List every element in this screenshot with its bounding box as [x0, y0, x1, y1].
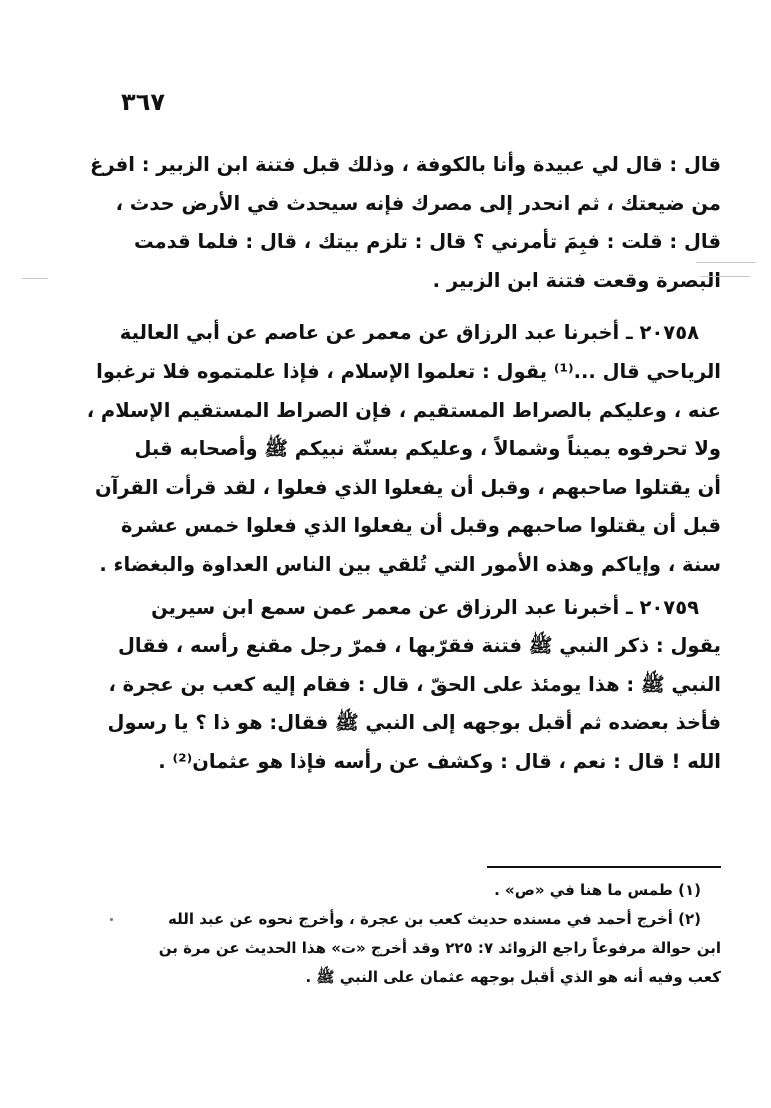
scan-artifact-line [22, 278, 48, 279]
main-text [60, 146, 721, 782]
scan-artifact-dot [110, 918, 113, 921]
footnote-line: ابن حوالة مرفوعاً راجع الزوائد ٧: ٢٢٥ وقد أخرج «ت» هذا الحديث عن مرة بن [158, 939, 721, 957]
text-line: قال : قال لي عبيدة وأنا بالكوفة ، وذلك قبل فتنة ابن الزبير : افرغ [90, 153, 721, 176]
hadith-heading-line: ٢٠٧٥٩ ـ أخبرنا عبد الرزاق عن معمر عمن سمع ابن سيرين [151, 595, 699, 619]
text-line: عنه ، وعليكم بالصراط المستقيم ، فإن الصراط المستقيم الإسلام ، [86, 398, 721, 422]
text-line: قال : قلت : فبِمَ تأمرني ؟ قال : تلزم بيتك ، قال : فلما قدمت [133, 230, 721, 254]
page-number: ٣٦٧ [121, 88, 165, 116]
text-line: الله ! قال : نعم ، قال : وكشف عن رأسه فإذا هو عثمان⁽²⁾ . [158, 749, 721, 773]
text-line: النبي ﷺ : هذا يومئذ على الحقّ ، قال : فقام إليه كعب بن عجرة ، [108, 672, 721, 696]
text-line: يقول : ذكر النبي ﷺ فتنة فقرّبها ، فمرّ رجل مقنع رأسه ، فقال [117, 634, 721, 658]
text-line: ولا تحرفوه يميناً وشمالاً ، وعليكم بسنّة نبيكم ﷺ وأصحابه قبل [134, 437, 721, 461]
text-line: فأخذ بعضده ثم أقبل بوجهه إلى النبي ﷺ فقال: هو ذا ؟ يا رسول [107, 711, 721, 735]
footnotes [56, 876, 721, 992]
text-line: أن يقتلوا صاحبهم ، وقبل أن يفعلوا الذي فعلوا ، لقد قرأت القرآن [94, 475, 721, 499]
hadith-heading-line: ٢٠٧٥٨ ـ أخبرنا عبد الرزاق عن معمر عن عاصم عن أبي العالية [119, 321, 699, 345]
text-line: الرياحي قال ...⁽¹⁾ يقول : تعلموا الإسلام ، فإذا علمتموه فلا ترغبوا [96, 359, 721, 383]
scan-artifact-line [700, 276, 750, 277]
text-line: قبل أن يقتلوا صاحبهم وقبل أن يفعلوا الذي فعلوا خمس عشرة [121, 514, 721, 538]
text-line: البصرة وقعت فتنة ابن الزبير . [432, 268, 721, 292]
text-line: من ضيعتك ، ثم انحدر إلى مصرك فإنه سيحدث في الأرض حدث ، [115, 191, 721, 215]
text-line: سنة ، وإياكم وهذه الأمور التي تُلقي بين الناس العداوة والبغضاء . [99, 552, 721, 576]
footnote-line: (٢) أخرج أحمد في مسنده حديث كعب بن عجرة ، وأخرج نحوه عن عبد الله [168, 910, 701, 928]
footnote-line: (١) طمس ما هنا في «ص» . [494, 881, 701, 899]
scan-artifact-line [696, 262, 756, 263]
footnote-line: كعب وفيه أنه هو الذي أقبل بوجهه عثمان على النبي ﷺ . [305, 968, 721, 986]
footnote-separator [487, 866, 721, 868]
